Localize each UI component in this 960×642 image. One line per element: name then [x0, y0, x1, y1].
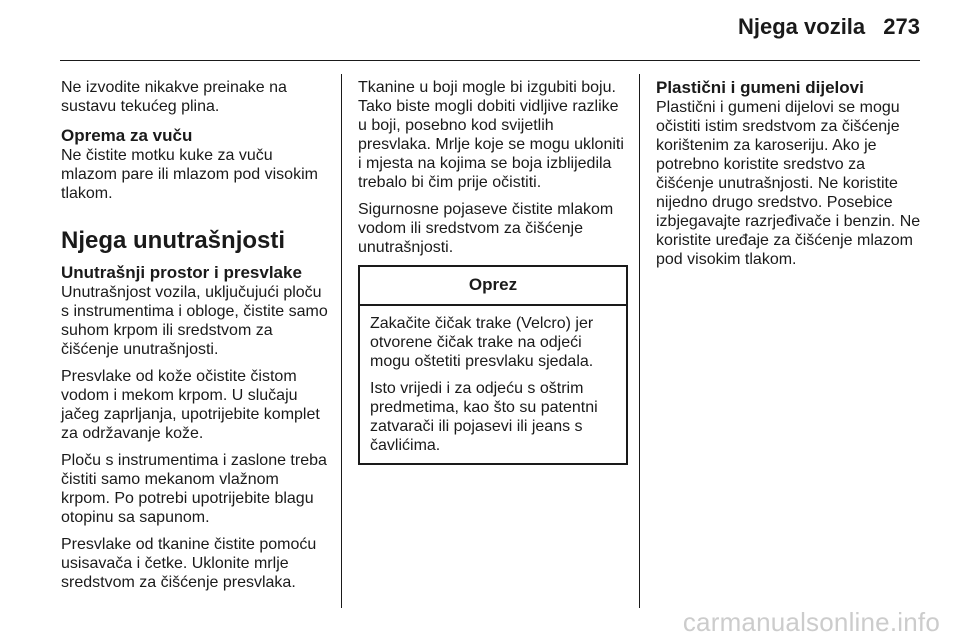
fabric-paragraph: Tkanine u boji mogle bi izgubiti boju. Tako biste mogli dobiti vidljive razlike u boji, posebno kod svijetlih presvlaka. Mrlje koje se mogu ukloniti i mjesta na kojima se boja izblijedila trebalo bi čim prije očistiti. — [358, 79, 624, 191]
caution-body — [360, 306, 626, 455]
header-rule — [60, 60, 920, 61]
caution-paragraph-2: Isto vrijedi i za odjeću s oštrim predmetima, kao što su patentni zatvarači ili pojasevi ili jeans s čavlićima. — [370, 380, 598, 454]
column-divider-1 — [341, 74, 342, 608]
watermark: carmanualsonline.info — [682, 607, 940, 637]
section-heading-towing: Oprema za vuču — [61, 126, 193, 145]
column-2 — [358, 78, 628, 465]
section-heading-interior: Unutrašnji prostor i presvlake — [61, 263, 302, 282]
towing-paragraph: Ne čistite motku kuke za vuču mlazom pare ili mlazom pod visokim tlakom. — [61, 147, 318, 202]
section-heading-plastic: Plastični i gumeni dijelovi — [656, 78, 864, 97]
seatbelt-paragraph: Sigurnosne pojaseve čistite mlakom vodom ili sredstvom za čišćenje unutrašnjosti. — [358, 201, 614, 256]
interior-paragraph-4: Presvlake od tkanine čistite pomoću usisavača i četke. Uklonite mrlje sredstvom za čišćenje presvlaka. — [61, 536, 317, 591]
column-3 — [656, 78, 924, 277]
chapter-heading: Njega unutrašnjosti — [61, 227, 286, 254]
caution-title: Oprez — [360, 267, 626, 306]
running-title: Njega vozila — [738, 14, 866, 39]
interior-paragraph-1: Unutrašnjost vozila, uključujući ploču s instrumentima i obloge, čistite samo suhom krpom ili sredstvom za čišćenje unutrašnjosti. — [61, 284, 328, 358]
intro-paragraph: Ne izvodite nikakve preinake na sustavu tekućeg plina. — [61, 79, 287, 115]
column-divider-2 — [639, 74, 640, 608]
interior-paragraph-3: Ploču s instrumentima i zaslone treba čistiti samo mekanom vlažnom krpom. Po potrebi upotrijebite blagu otopinu sa sapunom. — [61, 452, 327, 526]
page-number: 273 — [883, 14, 920, 39]
page-header — [0, 0, 960, 62]
plastic-paragraph: Plastični i gumeni dijelovi se mogu očistiti istim sredstvom za čišćenje korištenim za karoseriju. Ako je potrebno koristite sredstvo za čišćenje unutrašnjosti. Ne koristite nijedno drugo sredstvo. Posebice izbjegavajte razrjeđivače i benzin. Ne koristite uređaje za čišćenje mlazom pod visokim tlakom. — [656, 99, 921, 268]
caution-paragraph-1: Zakačite čičak trake (Velcro) jer otvorene čičak trake na odjeći mogu oštetiti presvlaku sjedala. — [370, 315, 594, 370]
column-1 — [61, 78, 329, 600]
interior-paragraph-2: Presvlake od kože očistite čistom vodom i mekom krpom. U slučaju jačeg zaprljanja, upotrijebite komplet za održavanje kože. — [61, 368, 320, 442]
caution-box — [358, 265, 628, 465]
